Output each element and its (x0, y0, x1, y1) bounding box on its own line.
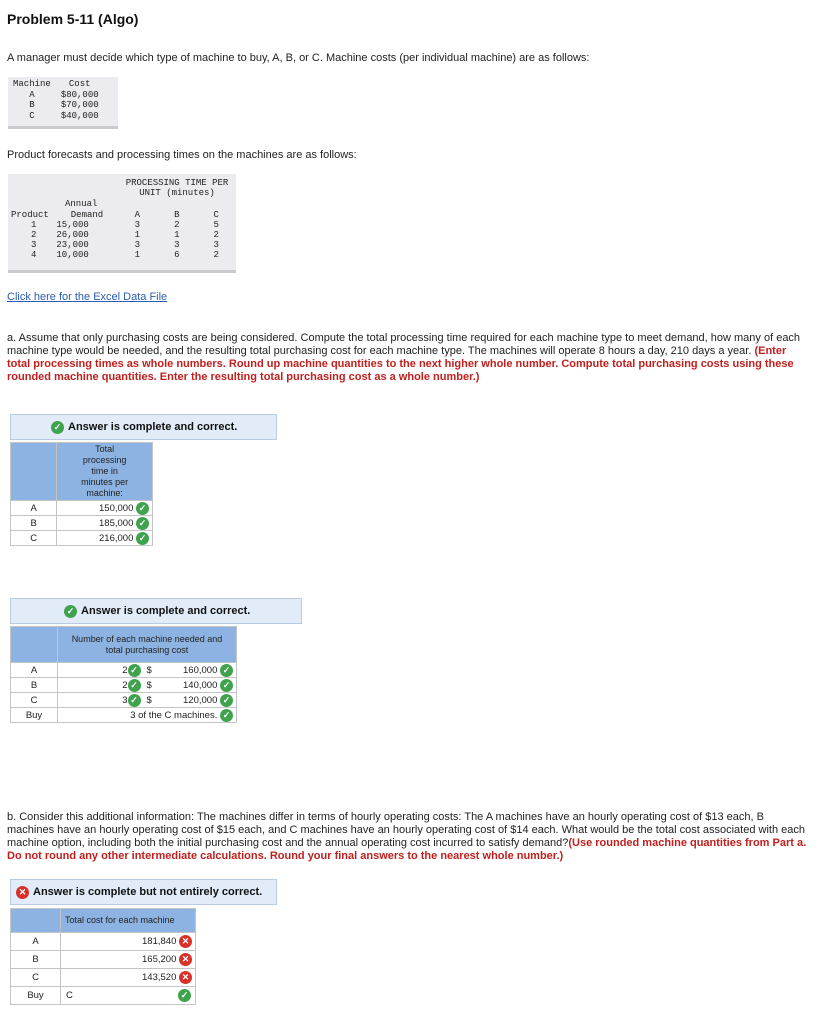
check-circle-icon: ✓ (128, 679, 141, 692)
check-circle-icon: ✓ (220, 694, 233, 707)
check-circle-icon: ✓ (51, 421, 64, 434)
table-cell: $80,000 (60, 89, 99, 100)
answer-value: 185,000 (99, 517, 134, 529)
table-cell: 3 (30, 240, 37, 250)
table-cell: 1 (134, 230, 141, 240)
table-row (11, 678, 237, 693)
forecast-table (8, 174, 236, 273)
table-cell: 2 (213, 230, 219, 240)
table-header: Total processing time in minutes per machine: (57, 443, 153, 501)
qty-cell[interactable] (58, 693, 144, 708)
cost-cell[interactable] (158, 678, 237, 693)
banner-text: Answer is complete and correct. (68, 421, 238, 433)
part-b-question (7, 811, 812, 863)
banner-text: Answer is complete but not entirely correct. (33, 886, 263, 898)
part-b-text: b. Consider this additional information: The machines differ in terms of hourly operating costs: The A machines have an hourly operating cost of $13 each, B machines have an hourly operating cost of $15 each, and C machines have an hourly operating cost of $14 each. What would be the total cost associated with each machine option, including both the initial purchasing cost and the annual operating cost incurred to satisfy demand? (7, 811, 805, 849)
check-circle-icon: ✓ (136, 517, 149, 530)
table-cell: 4 (30, 250, 37, 260)
cost-cell[interactable] (158, 693, 237, 708)
answer-banner-correct (10, 598, 302, 624)
part-a-text: a. Assume that only purchasing costs are being considered. Compute the total processing time required for each machine type to meet demand, how many of each machine type would be needed, and the resulting total purchasing cost for each machine type. The machines will operate 8 hours a day, 210 days a year. (7, 332, 801, 357)
table-cell: 1 (30, 220, 37, 230)
table-row (11, 220, 236, 230)
total-cost-table (10, 908, 196, 1005)
answer-value: 3 of the C machines. (130, 709, 218, 721)
check-circle-icon: ✓ (220, 679, 233, 692)
qty-cell[interactable] (58, 663, 144, 678)
processing-time-table (10, 442, 153, 546)
part-a-question (7, 332, 812, 384)
header-blank (11, 909, 61, 933)
answer-value: C (66, 990, 73, 1002)
row-label: C (11, 969, 61, 987)
check-circle-icon: ✓ (136, 532, 149, 545)
check-circle-icon: ✓ (178, 989, 191, 1002)
row-label: C (11, 693, 58, 708)
table-row (11, 969, 196, 987)
check-circle-icon: ✓ (64, 605, 77, 618)
table-cell: 1 (174, 230, 180, 240)
table-row (11, 230, 236, 240)
machine-cost-table (8, 77, 118, 129)
table-cell: 1 (134, 250, 141, 260)
table-row (11, 516, 153, 531)
machines-needed-table (10, 626, 237, 723)
row-label: C (11, 531, 57, 546)
answer-banner-partial (10, 879, 277, 905)
answer-value: 120,000 (183, 694, 218, 706)
table-header: Total cost for each machine (61, 909, 196, 933)
col-c: C (213, 210, 219, 220)
header-blank (11, 443, 57, 501)
answer-cell[interactable] (61, 969, 196, 987)
buy-select[interactable] (58, 708, 237, 723)
row-label: B (11, 951, 61, 969)
row-label: B (11, 516, 57, 531)
answer-value: 3 (122, 694, 128, 706)
table-cell: 23,000 (56, 240, 89, 250)
table-cell: 6 (174, 250, 180, 260)
forecast-intro: Product forecasts and processing times on the machines are as follows: (7, 149, 357, 161)
answer-cell[interactable] (57, 531, 153, 546)
cost-cell[interactable] (158, 663, 237, 678)
banner-text: Answer is complete and correct. (81, 605, 251, 617)
table-row (11, 531, 153, 546)
table-row (11, 693, 237, 708)
row-label: A (11, 933, 61, 951)
table-cell: 3 (134, 240, 141, 250)
annual-header: Annual (65, 199, 98, 209)
table-cell: B (29, 100, 35, 110)
page-title: Problem 5-11 (Algo) (7, 11, 139, 27)
answer-value: 143,520 (142, 972, 177, 984)
row-label: Buy (11, 708, 58, 723)
answer-value: 150,000 (99, 502, 134, 514)
qty-cell[interactable] (58, 678, 144, 693)
answer-value: 181,840 (142, 936, 177, 948)
processing-time-header-units: UNIT (minutes) (139, 188, 215, 198)
answer-cell[interactable] (61, 951, 196, 969)
processing-time-header: PROCESSING TIME PER (125, 178, 229, 188)
col-product: Product (11, 210, 49, 220)
x-circle-icon: ✕ (16, 886, 29, 899)
answer-value: 160,000 (183, 664, 218, 676)
row-label: A (11, 501, 57, 516)
answer-value: 216,000 (99, 532, 134, 544)
x-circle-icon: ✕ (179, 971, 192, 984)
table-cell: $40,000 (60, 110, 99, 121)
col-a: A (134, 210, 141, 220)
table-cell: 10,000 (56, 250, 89, 260)
table-cell: C (29, 110, 35, 121)
currency-symbol: $ (144, 663, 158, 678)
table-cell: 2 (174, 220, 180, 230)
answer-banner-correct (10, 414, 277, 440)
buy-select[interactable] (61, 987, 196, 1005)
x-circle-icon: ✕ (179, 935, 192, 948)
row-label: B (11, 678, 58, 693)
header-blank (11, 627, 58, 663)
answer-value: 140,000 (183, 679, 218, 691)
table-header: Number of each machine needed and total purchasing cost (58, 627, 237, 663)
answer-cell[interactable] (61, 933, 196, 951)
table-row (11, 951, 196, 969)
check-circle-icon: ✓ (128, 694, 141, 707)
table-row (11, 663, 237, 678)
check-circle-icon: ✓ (220, 709, 233, 722)
table-cell: A (29, 89, 35, 100)
table-row (11, 933, 196, 951)
table-cell: $70,000 (60, 100, 99, 110)
answer-value: 2 (122, 664, 128, 676)
col-b: B (174, 210, 180, 220)
part-b-instruction: (Use rounded machine quantities from Part a. Do not round any other intermediate calculations. Round your final answers to the nearest whole number.) (7, 837, 807, 862)
currency-symbol: $ (144, 678, 158, 693)
intro-text: A manager must decide which type of machine to buy, A, B, or C. Machine costs (per individual machine) are as follows: (7, 52, 590, 64)
table-row (11, 501, 153, 516)
table-cell: 2 (30, 230, 37, 240)
x-circle-icon: ✕ (179, 953, 192, 966)
part-a-instruction: (Enter total processing times as whole numbers. Round up machine quantities to the next higher whole number. Compute total purchasing costs using these rounded machine quantities. Enter the resulting total purchasing cost as a whole number.) (7, 345, 794, 383)
table-cell: 3 (213, 240, 219, 250)
row-label: Buy (11, 987, 61, 1005)
table-cell: 2 (213, 250, 219, 260)
answer-value: 165,200 (142, 954, 177, 966)
table-cell: 3 (174, 240, 180, 250)
table-row (11, 987, 196, 1005)
currency-symbol: $ (144, 693, 158, 708)
check-circle-icon: ✓ (220, 664, 233, 677)
row-label: A (11, 663, 58, 678)
table-cell: 15,000 (56, 220, 89, 230)
check-circle-icon: ✓ (136, 502, 149, 515)
col-machine: Machine (13, 79, 51, 89)
col-demand: Demand (70, 210, 104, 220)
table-cell: 26,000 (56, 230, 89, 240)
answer-cell[interactable] (57, 501, 153, 516)
table-row (11, 240, 236, 250)
check-circle-icon: ✓ (128, 664, 141, 677)
answer-cell[interactable] (57, 516, 153, 531)
table-row (11, 250, 236, 260)
table-cell: 3 (134, 220, 141, 230)
answer-value: 2 (122, 679, 128, 691)
table-row (11, 708, 237, 723)
excel-data-link[interactable]: Click here for the Excel Data File (7, 291, 168, 303)
col-cost: Cost (68, 79, 91, 89)
table-cell: 5 (213, 220, 219, 230)
